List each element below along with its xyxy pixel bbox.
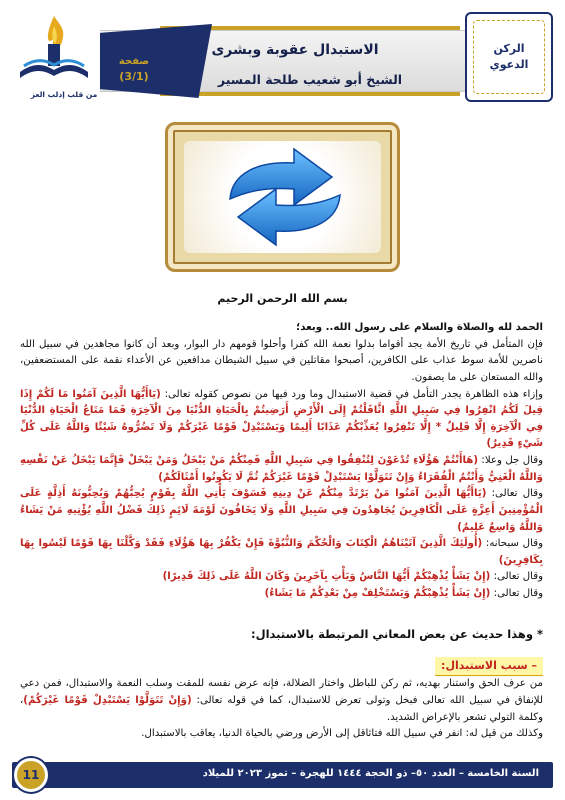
quran-verse-5: (إِنْ يَشَأْ يُذْهِبْكُمْ أَيُّهَا النَّاسُ وَيَأْتِ بِآخَرِينَ وَكَانَ اللَّهُ عَلَى ذَلِكَ قَدِيرًا): [162, 571, 491, 583]
paragraph-4-intro: وقال تعالى:: [491, 488, 543, 500]
paragraph-7: [20, 586, 543, 603]
paragraph-2: [20, 387, 543, 454]
paragraph-6-intro: وقال تعالى:: [493, 571, 543, 583]
paragraph-3-intro: وقال جل وعلا:: [481, 455, 544, 466]
subsection-title: – سبب الاستبدال:: [435, 657, 543, 676]
paragraph-4: [20, 486, 543, 536]
logo-icon: [10, 8, 98, 88]
quran-verse-2: (هَاأَنْتُمْ هَؤُلَاءِ تُدْعَوْنَ لِتُنْفِقُوا فِي سَبِيلِ اللَّهِ فَمِنْكُمْ مَنْ يَبْخَلُ وَمَنْ يَبْخَلْ فَإِنَّمَا يَبْخَلُ عَنْ نَفْسِهِ وَاللَّهُ الْغَنِيُّ وَأَنْتُمُ الْفُقَرَاءُ وَإِنْ تَتَوَلَّوْا يَسْتَبْدِلْ قَوْمًا غَيْرَكُمْ ثُمَّ لَا يَكُونُوا أَمْثَالَكُمْ): [20, 455, 543, 483]
paragraph-8-text-b: ، وكلمة التولي تشعر بالإعراض الشديد.: [20, 694, 543, 723]
footer-issue-info: السنة الخامسة – العدد ٥٠– ذو الحجة ١٤٤٤ للهجرة – تموز ٢٠٢٣ للميلاد: [202, 768, 539, 779]
quran-verse-3: (يَاأَيُّهَا الَّذِينَ آمَنُوا مَنْ يَرْتَدَّ مِنْكُمْ عَنْ دِينِهِ فَسَوْفَ يَأْتِي اللَّهُ بِقَوْمٍ يُحِبُّهُمْ وَيُحِبُّونَهُ أَذِلَّةٍ عَلَى الْمُؤْمِنِينَ أَعِزَّةٍ عَلَى الْكَافِرِينَ يُجَاهِدُونَ فِي سَبِيلِ اللَّهِ وَلَا يَخَافُونَ لَوْمَةَ لَائِمٍ ذَلِكَ فَضْلُ اللَّهِ يُؤْتِيهِ مَنْ يَشَاءُ وَاللَّهُ وَاسِعٌ عَلِيمٌ): [20, 488, 543, 533]
spacer: [20, 603, 543, 621]
article-body: [20, 320, 543, 743]
paragraph-1: فإن المتأمل في تاريخ الأمة يجد أقواما بدلوا نعمة الله كفرا وأحلوا قومهم دار البوار، وبعد أن كانوا مجاهدين في سبيل الله ناصرين للأمة سوط عذاب على الكافرين، أصبحوا مقاتلين في سبيل الشيطان مدافعين عن الأعداء نقمة على المستضعفين، والله المستعان على ما يصفون.: [20, 338, 543, 383]
section-badge: [465, 12, 553, 102]
paragraph-8-text-a: من عرف الحق واستنار بهديه، ثم ركن للباطل واختار الضلالة، فإنه عرض نفسه للمقت وسلب النعمة والاستبدال، فمن دعي للإنفاق في سبيل الله تعالى فبخل وتولى تعرض للاستبدال، كما في قوله تعالى:: [20, 678, 543, 706]
page-number: (3/1): [119, 70, 149, 83]
quran-verse-6: (إِنْ يَشَأْ يُذْهِبْكُمْ وَيَسْتَخْلِفْ مِنْ بَعْدِكُمْ مَا يَشَاءُ): [264, 588, 491, 599]
article-author: الشيخ أبو شعيب طلحة المسير: [217, 72, 403, 87]
paragraph-6: [20, 569, 543, 586]
swap-arrows-icon: [210, 147, 360, 247]
page-number-badge: 11: [14, 758, 48, 792]
paragraph-2-intro: وإزاء هذه الظاهرة يجدر التأمل في قضية الاستبدال وما ورد فيها من نصوص كقوله تعالى:: [164, 388, 543, 400]
page-header: [0, 0, 565, 112]
page-label: صفحة: [118, 56, 150, 67]
paragraph-9: وكذلك من قيل له: انفر في سبيل الله فتاثاقل إلى الأرض ورضي بالحياة الدنيا، يعاقب بالاستبدال.: [141, 728, 543, 740]
section-badge-label: الركن الدعوي: [489, 42, 529, 71]
paragraph-8: [20, 676, 543, 726]
section-heading: * وهذا حديث عن بعض المعاني المرتبطة بالاستبدال:: [251, 626, 543, 641]
paragraph-7-intro: وقال تعالى:: [493, 588, 543, 599]
paragraph-5: [20, 536, 543, 569]
page-footer: [12, 762, 553, 788]
basmala: بسم الله الرحمن الرحيم: [217, 292, 348, 305]
paragraph-3: [20, 453, 543, 486]
paragraph-5-intro: وقال سبحانه:: [485, 538, 543, 550]
opening-line: الحمد لله والصلاة والسلام على رسول الله.. وبعد؛: [296, 322, 543, 333]
magazine-logo: [10, 8, 98, 108]
quran-verse-4: (أُولَئِكَ الَّذِينَ آتَيْنَاهُمُ الْكِتَابَ وَالْحُكْمَ وَالنُّبُوَّةَ فَإِنْ يَكْفُرْ بِهَا هَؤُلَاءِ فَقَدْ وَكَّلْنَا بِهَا قَوْمًا لَيْسُوا بِهَا بِكَافِرِينَ): [20, 538, 543, 566]
logo-caption: من قلب إدلب العز: [30, 90, 98, 99]
quran-verse-1: (يَاأَيُّهَا الَّذِينَ آمَنُوا مَا لَكُمْ إِذَا قِيلَ لَكُمُ انْفِرُوا فِي سَبِيلِ اللَّهِ اثَّاقَلْتُمْ إِلَى الْأَرْضِ أَرَضِيتُمْ بِالْحَيَاةِ الدُّنْيَا مِنَ الْآخِرَةِ فَمَا مَتَاعُ الْحَيَاةِ الدُّنْيَا فِي الْآخِرَةِ إِلَّا قَلِيلٌ * إِلَّا تَنْفِرُوا يُعَذِّبْكُمْ عَذَابًا أَلِيمًا وَيَسْتَبْدِلْ قَوْمًا غَيْرَكُمْ وَلَا تَضُرُّوهُ شَيْئًا وَاللَّهُ عَلَى كُلِّ شَيْءٍ قَدِيرٌ): [20, 388, 543, 450]
quran-verse-7: (وَإِنْ تَتَوَلَّوْا يَسْتَبْدِلْ قَوْمًا غَيْرَكُمْ): [23, 694, 192, 706]
header-gold-rule-bottom: [160, 92, 460, 96]
hero-image-frame: [165, 122, 400, 272]
article-title: الاستبدال عقوبة وبشرى: [211, 42, 379, 58]
